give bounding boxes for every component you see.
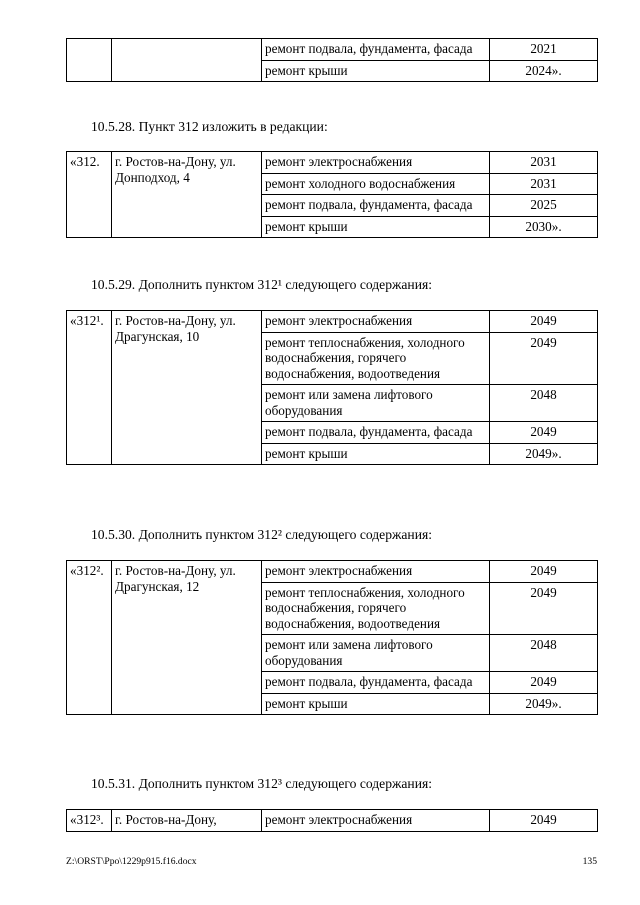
table-item-312-1 [66, 310, 598, 465]
item-number-cell: «312². [67, 561, 112, 715]
year-cell: 2049 [490, 561, 598, 583]
year-cell: 2031 [490, 152, 598, 174]
year-cell: 2049 [490, 422, 598, 444]
footer-file-path: Z:\ORST\Ppo\1229p915.f16.docx [66, 856, 197, 867]
work-type-cell: ремонт или замена лифтового оборудования [262, 635, 490, 672]
work-type-cell: ремонт крыши [262, 693, 490, 715]
work-type-cell: ремонт подвала, фундамента, фасада [262, 195, 490, 217]
address-cell: г. Ростов-на-Дону, [112, 810, 262, 832]
table-row [67, 39, 598, 61]
table-item-312 [66, 151, 598, 238]
paragraph-10-5-30: 10.5.30. Дополнить пунктом 312² следующего содержания: [91, 527, 433, 542]
work-type-cell: ремонт холодного водоснабжения [262, 173, 490, 195]
year-cell: 2049». [490, 443, 598, 465]
table-item-312-3 [66, 809, 598, 832]
year-cell: 2030». [490, 216, 598, 238]
work-type-cell: ремонт электроснабжения [262, 311, 490, 333]
table-row [67, 810, 598, 832]
work-type-cell: ремонт подвала, фундамента, фасада [262, 422, 490, 444]
table-item-312-2 [66, 560, 598, 715]
year-cell: 2049 [490, 332, 598, 385]
work-type-cell: ремонт подвала, фундамента, фасада [262, 39, 490, 61]
address-cell: г. Ростов-на-Дону, ул. Драгунская, 12 [112, 561, 262, 715]
work-type-cell: ремонт электроснабжения [262, 152, 490, 174]
year-cell: 2049». [490, 693, 598, 715]
paragraph-10-5-28: 10.5.28. Пункт 312 изложить в редакции: [91, 119, 328, 134]
work-type-cell: ремонт электроснабжения [262, 561, 490, 583]
paragraph-10-5-29: 10.5.29. Дополнить пунктом 312¹ следующего содержания: [91, 277, 433, 292]
year-cell: 2048 [490, 385, 598, 422]
item-number-cell: «312. [67, 152, 112, 238]
work-type-cell: ремонт теплоснабжения, холодного водоснабжения, горячего водоснабжения, водоотведения [262, 332, 490, 385]
work-type-cell: ремонт теплоснабжения, холодного водоснабжения, горячего водоснабжения, водоотведения [262, 582, 490, 635]
work-type-cell: ремонт крыши [262, 60, 490, 82]
table-row [67, 561, 598, 583]
work-type-cell: ремонт крыши [262, 216, 490, 238]
work-type-cell: ремонт крыши [262, 443, 490, 465]
table-fragment-top [66, 38, 598, 82]
footer-page-number: 135 [582, 856, 597, 867]
year-cell: 2021 [490, 39, 598, 61]
year-cell: 2025 [490, 195, 598, 217]
year-cell: 2048 [490, 635, 598, 672]
address-cell: г. Ростов-на-Дону, ул. Донподход, 4 [112, 152, 262, 238]
work-type-cell: ремонт подвала, фундамента, фасада [262, 672, 490, 694]
paragraph-10-5-31: 10.5.31. Дополнить пунктом 312³ следующего содержания: [91, 776, 433, 791]
item-number-cell: «312¹. [67, 311, 112, 465]
item-number-cell: «312³. [67, 810, 112, 832]
address-cell [112, 39, 262, 82]
table-row [67, 311, 598, 333]
address-cell: г. Ростов-на-Дону, ул. Драгунская, 10 [112, 311, 262, 465]
year-cell: 2024». [490, 60, 598, 82]
year-cell: 2049 [490, 672, 598, 694]
table-row [67, 152, 598, 174]
year-cell: 2031 [490, 173, 598, 195]
item-number-cell [67, 39, 112, 82]
year-cell: 2049 [490, 810, 598, 832]
work-type-cell: ремонт электроснабжения [262, 810, 490, 832]
work-type-cell: ремонт или замена лифтового оборудования [262, 385, 490, 422]
year-cell: 2049 [490, 582, 598, 635]
year-cell: 2049 [490, 311, 598, 333]
